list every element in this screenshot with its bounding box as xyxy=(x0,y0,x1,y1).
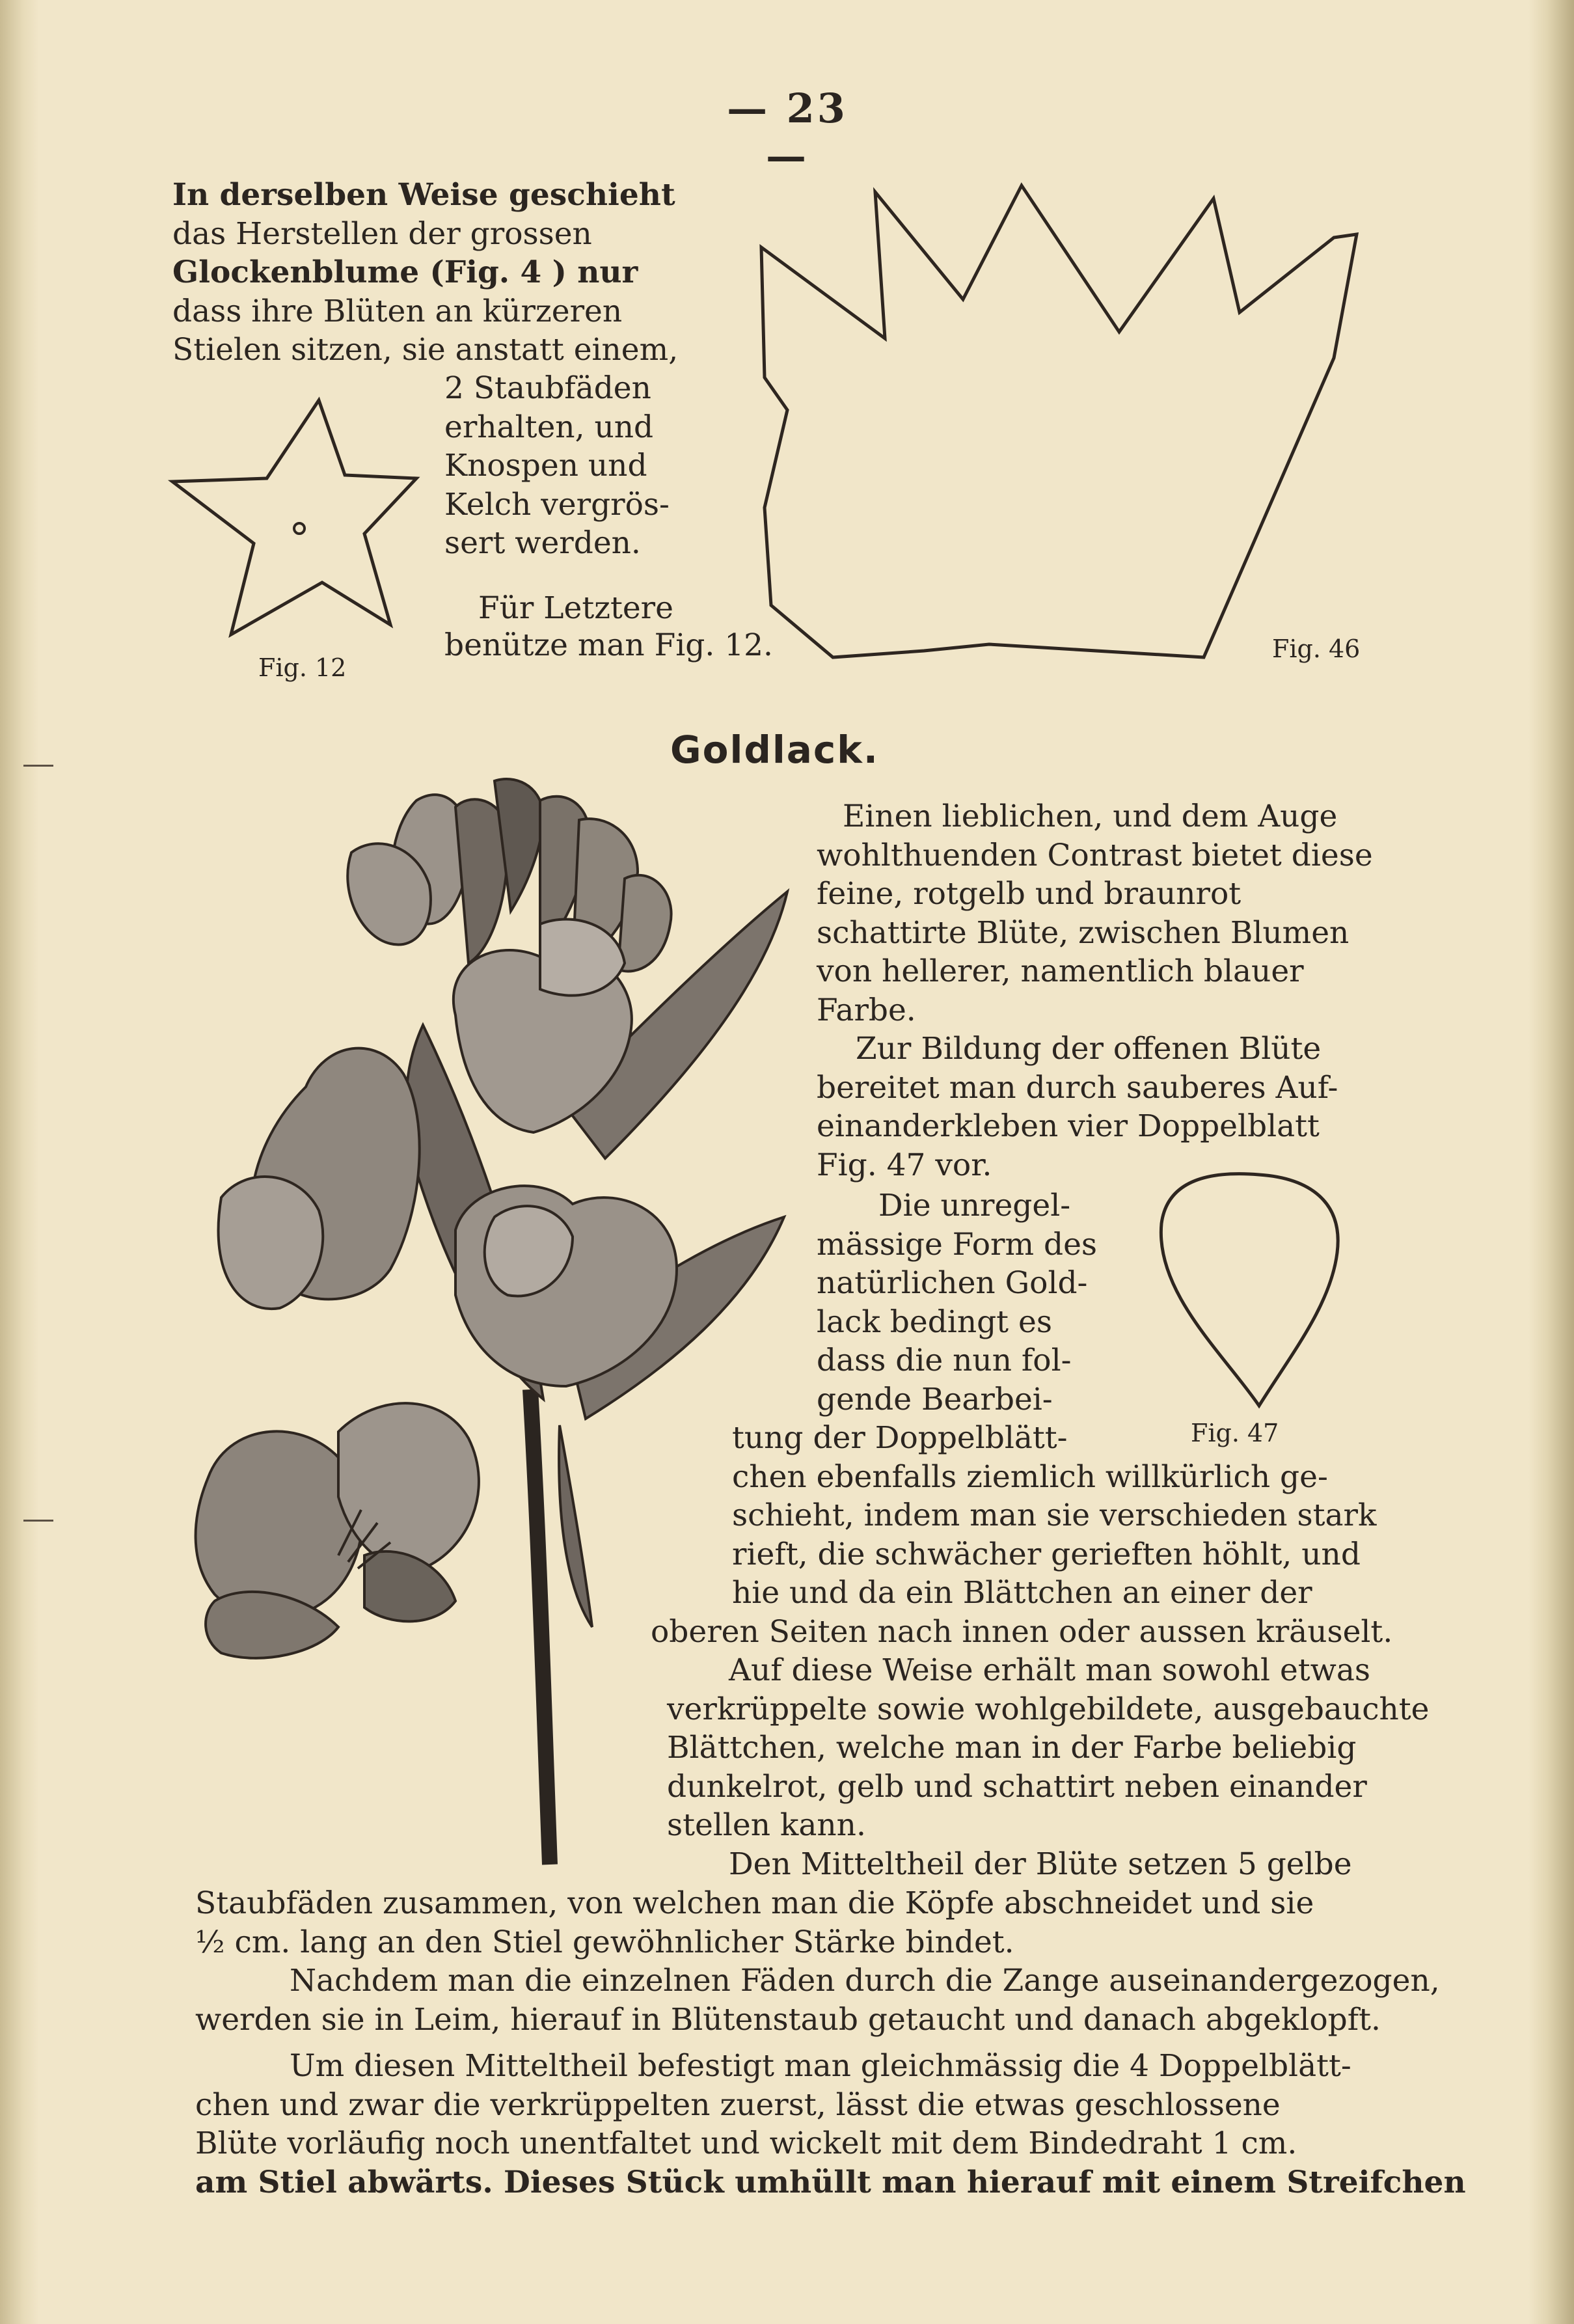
text-line: bereitet man durch sauberes Auf- xyxy=(817,1069,1338,1106)
text-line: Stielen sitzen, sie anstatt einem, xyxy=(172,332,679,368)
text-line: Um diesen Mitteltheil befestigt man gleichmässig die 4 Doppelblätt- xyxy=(290,2048,1351,2084)
goldlack-paragraph-4 xyxy=(651,1613,1392,1652)
text-line: stellen kann. xyxy=(667,1807,866,1843)
text-line: tung der Doppelblätt- xyxy=(732,1420,1068,1456)
text-line: Den Mitteltheil der Blüte setzen 5 gelbe xyxy=(729,1846,1352,1882)
text-line: Fig. 47 vor. xyxy=(817,1147,992,1183)
goldlack-paragraph-2 xyxy=(817,1186,1097,1419)
text-line: benütze man Fig. 12. xyxy=(444,627,773,663)
page-number: — 23 — xyxy=(727,85,848,180)
text-line: Zur Bildung der offenen Blüte xyxy=(856,1031,1322,1067)
text-line: Blüte vorläufig noch unentfaltet und wickelt mit dem Bindedraht 1 cm. xyxy=(195,2126,1297,2161)
text-line: oberen Seiten nach innen oder aussen kräuselt. xyxy=(651,1614,1393,1650)
text-line: von hellerer, namentlich blauer xyxy=(817,953,1304,989)
fig46-crown-template xyxy=(761,185,1357,657)
text-line: das Herstellen der grossen xyxy=(172,215,592,252)
text-line: Blättchen, welche man in der Farbe beliebig xyxy=(667,1730,1357,1766)
text-line: schattirte Blüte, zwischen Blumen xyxy=(817,914,1350,951)
text-line: wohlthuenden Contrast bietet diese xyxy=(817,837,1373,873)
text-line: am Stiel abwärts. Dieses Stück umhüllt man hierauf mit einem Streifchen xyxy=(195,2164,1466,2200)
text-line: feine, rotgelb und braunrot xyxy=(817,876,1242,912)
text-line: natürlichen Gold- xyxy=(817,1265,1088,1301)
text-line: chen ebenfalls ziemlich willkürlich ge- xyxy=(732,1458,1328,1495)
text-line: In derselben Weise geschieht xyxy=(172,177,675,213)
fig12-star-template xyxy=(172,400,416,635)
text-line: gende Bearbei- xyxy=(817,1381,1053,1417)
text-line: dunkelrot, gelb und schattirt neben einander xyxy=(667,1768,1367,1805)
text-line: Auf diese Weise erhält man sowohl etwas xyxy=(729,1652,1371,1688)
text-line: Glockenblume (Fig. 4 ) nur xyxy=(172,254,638,290)
text-line: Farbe. xyxy=(817,992,916,1028)
text-line: schieht, indem man sie verschieden stark xyxy=(732,1497,1377,1533)
text-line: einanderkleben vier Doppelblatt xyxy=(817,1108,1320,1144)
fig46-caption: Fig. 46 xyxy=(1272,635,1361,663)
text-line: 2 Staubfäden xyxy=(444,370,651,406)
goldlack-paragraph-6 xyxy=(195,1884,1440,2039)
text-line: Für Letztere xyxy=(478,590,673,626)
goldlack-paragraph-1 xyxy=(817,797,1373,1184)
fig12-caption: Fig. 12 xyxy=(258,653,347,682)
text-line: Knospen und xyxy=(444,448,647,484)
text-line: Die unregel- xyxy=(878,1188,1071,1224)
goldlack-paragraph-7 xyxy=(195,2047,1466,2202)
goldlack-paragraph-3 xyxy=(732,1419,1377,1613)
fig47-caption: Fig. 47 xyxy=(1191,1419,1279,1447)
text-line: erhalten, und xyxy=(444,409,654,445)
text-line: dass ihre Blüten an kürzeren xyxy=(172,293,623,329)
text-line: mässige Form des xyxy=(817,1226,1098,1263)
text-line: ½ cm. lang an den Stiel gewöhnlicher Stärke bindet. xyxy=(195,1924,1014,1960)
text-line: chen und zwar die verkrüppelten zuerst, lässt die etwas geschlossene xyxy=(195,2086,1281,2123)
text-line: rieft, die schwächer gerieften höhlt, und xyxy=(732,1536,1361,1572)
text-line: hie und da ein Blättchen an einer der xyxy=(732,1575,1312,1611)
text-line: werden sie in Leim, hierauf in Blütenstaub getaucht und danach abgeklopft. xyxy=(195,2001,1381,2038)
text-line: Staubfäden zusammen, von welchen man die Köpfe abschneidet und sie xyxy=(195,1885,1314,1921)
text-line: dass die nun fol- xyxy=(817,1343,1072,1378)
goldlack-paragraph-5 xyxy=(667,1651,1430,1883)
text-line: sert werden. xyxy=(444,525,641,561)
text-line: verkrüppelte sowie wohlgebildete, ausgebauchte xyxy=(667,1691,1430,1727)
section-title: Goldlack. xyxy=(670,728,879,772)
text-line: Einen lieblichen, und dem Auge xyxy=(843,799,1338,834)
text-line: lack bedingt es xyxy=(817,1304,1052,1340)
text-line: Kelch vergrös- xyxy=(444,486,670,523)
fig47-teardrop-template xyxy=(1161,1174,1338,1406)
fig12-center-dot xyxy=(294,523,305,534)
text-line: Nachdem man die einzelnen Fäden durch die Zange auseinandergezogen, xyxy=(290,1963,1440,1999)
